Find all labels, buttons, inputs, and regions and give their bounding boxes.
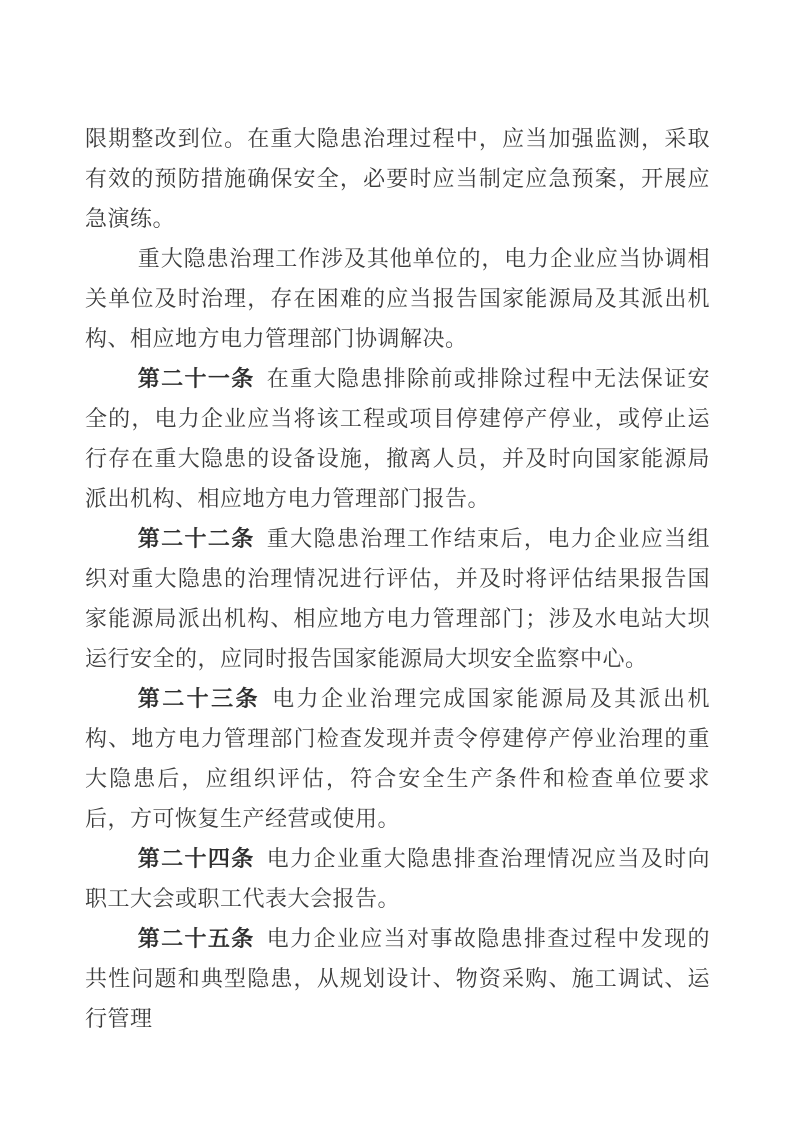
article-number: 第二十二条 bbox=[137, 526, 255, 551]
paragraph bbox=[85, 679, 710, 839]
paragraph bbox=[85, 359, 710, 519]
paragraph bbox=[85, 239, 710, 359]
article-number: 第二十五条 bbox=[137, 926, 255, 951]
article-number: 第二十四条 bbox=[137, 846, 255, 871]
paragraph-text: 重大隐患治理工作结束后，电力企业应当组织对重大隐患的治理情况进行评估，并及时将评估结果报告国家能源局派出机构、相应地方电力管理部门；涉及水电站大坝运行安全的，应同时报告国家能源局大坝安全监察中心。 bbox=[85, 526, 710, 671]
paragraph-text: 在重大隐患排除前或排除过程中无法保证安全的，电力企业应当将该工程或项目停建停产停业，或停止运行存在重大隐患的设备设施，撤离人员，并及时向国家能源局派出机构、相应地方电力管理部门报告。 bbox=[85, 366, 710, 511]
paragraph bbox=[85, 839, 710, 919]
paragraph-text: 电力企业重大隐患排查治理情况应当及时向职工大会或职工代表大会报告。 bbox=[85, 846, 710, 911]
paragraph bbox=[85, 119, 710, 239]
paragraph-text: 重大隐患治理工作涉及其他单位的，电力企业应当协调相关单位及时治理，存在困难的应当报告国家能源局及其派出机构、相应地方电力管理部门协调解决。 bbox=[85, 246, 710, 351]
paragraph-text: 电力企业应当对事故隐患排查过程中发现的共性问题和典型隐患，从规划设计、物资采购、施工调试、运行管理 bbox=[85, 926, 710, 1031]
paragraph-text: 电力企业治理完成国家能源局及其派出机构、地方电力管理部门检查发现并责令停建停产停业治理的重大隐患后，应组织评估，符合安全生产条件和检查单位要求后，方可恢复生产经营或使用。 bbox=[85, 686, 710, 831]
paragraph bbox=[85, 919, 710, 1039]
article-number: 第二十三条 bbox=[137, 686, 260, 711]
article-number: 第二十一条 bbox=[137, 366, 255, 391]
document-body bbox=[85, 119, 710, 1039]
paragraph bbox=[85, 519, 710, 679]
paragraph-text: 限期整改到位。在重大隐患治理过程中，应当加强监测，采取有效的预防措施确保安全，必要时应当制定应急预案，开展应急演练。 bbox=[85, 126, 710, 231]
